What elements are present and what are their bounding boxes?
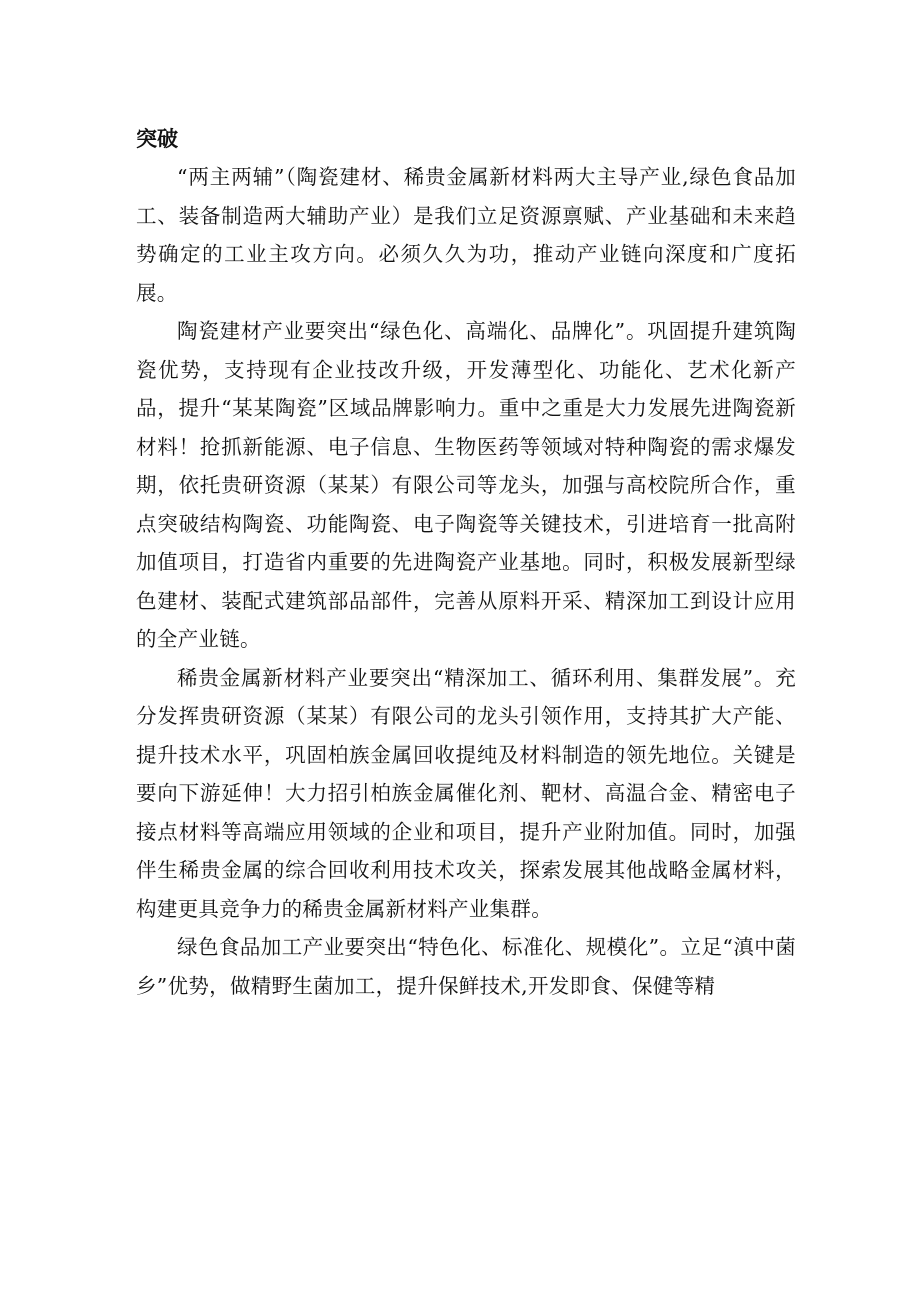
paragraph-precious-metals: 稀贵金属新材料产业要突出“精深加工、循环利用、集群发展”。充分发挥贵研资源（某某）有限公司的龙头引领作用，支持其扩大产能、提升技术水平，巩固柏族金属回收提纯及材料制造的领先地位。关键是要向下游延伸！大力招引柏族金属催化剂、靶材、高温合金、精密电子接点材料等高端应用领域的企业和项目，提升产业附加值。同时，加强伴生稀贵金属的综合回收利用技术攻关，探索发展其他战略金属材料，构建更具竞争力的稀贵金属新材料产业集群。 (136, 665, 796, 921)
document-body (136, 120, 796, 1005)
paragraph-two-main-two-aux: “两主两辅”（陶瓷建材、稀贵金属新材料两大主导产业,绿色食品加工、装备制造两大辅助产业）是我们立足资源禀赋、产业基础和未来趋势确定的工业主攻方向。必须久久为功，推动产业链向深度和广度拓展。 (136, 165, 796, 305)
paragraph-ceramics: 陶瓷建材产业要突出“绿色化、高端化、品牌化”。巩固提升建筑陶瓷优势，支持现有企业技改升级，开发薄型化、功能化、艺术化新产品，提升“某某陶瓷”区域品牌影响力。重中之重是大力发展先进陶瓷新材料！抢抓新能源、电子信息、生物医药等领域对特种陶瓷的需求爆发期，依托贵研资源（某某）有限公司等龙头，加强与高校院所合作，重点突破结构陶瓷、功能陶瓷、电子陶瓷等关键技术，引进培育一批高附加值项目，打造省内重要的先进陶瓷产业基地。同时，积极发展新型绿色建材、装配式建筑部品部件，完善从原料开采、精深加工到设计应用的全产业链。 (136, 319, 796, 651)
section-heading: 突破 (136, 127, 178, 151)
paragraph-green-food: 绿色食品加工产业要突出“特色化、标准化、规模化”。立足“滇中菌乡”优势，做精野生菌加工，提升保鲜技术,开发即食、保健等精 (136, 935, 796, 998)
